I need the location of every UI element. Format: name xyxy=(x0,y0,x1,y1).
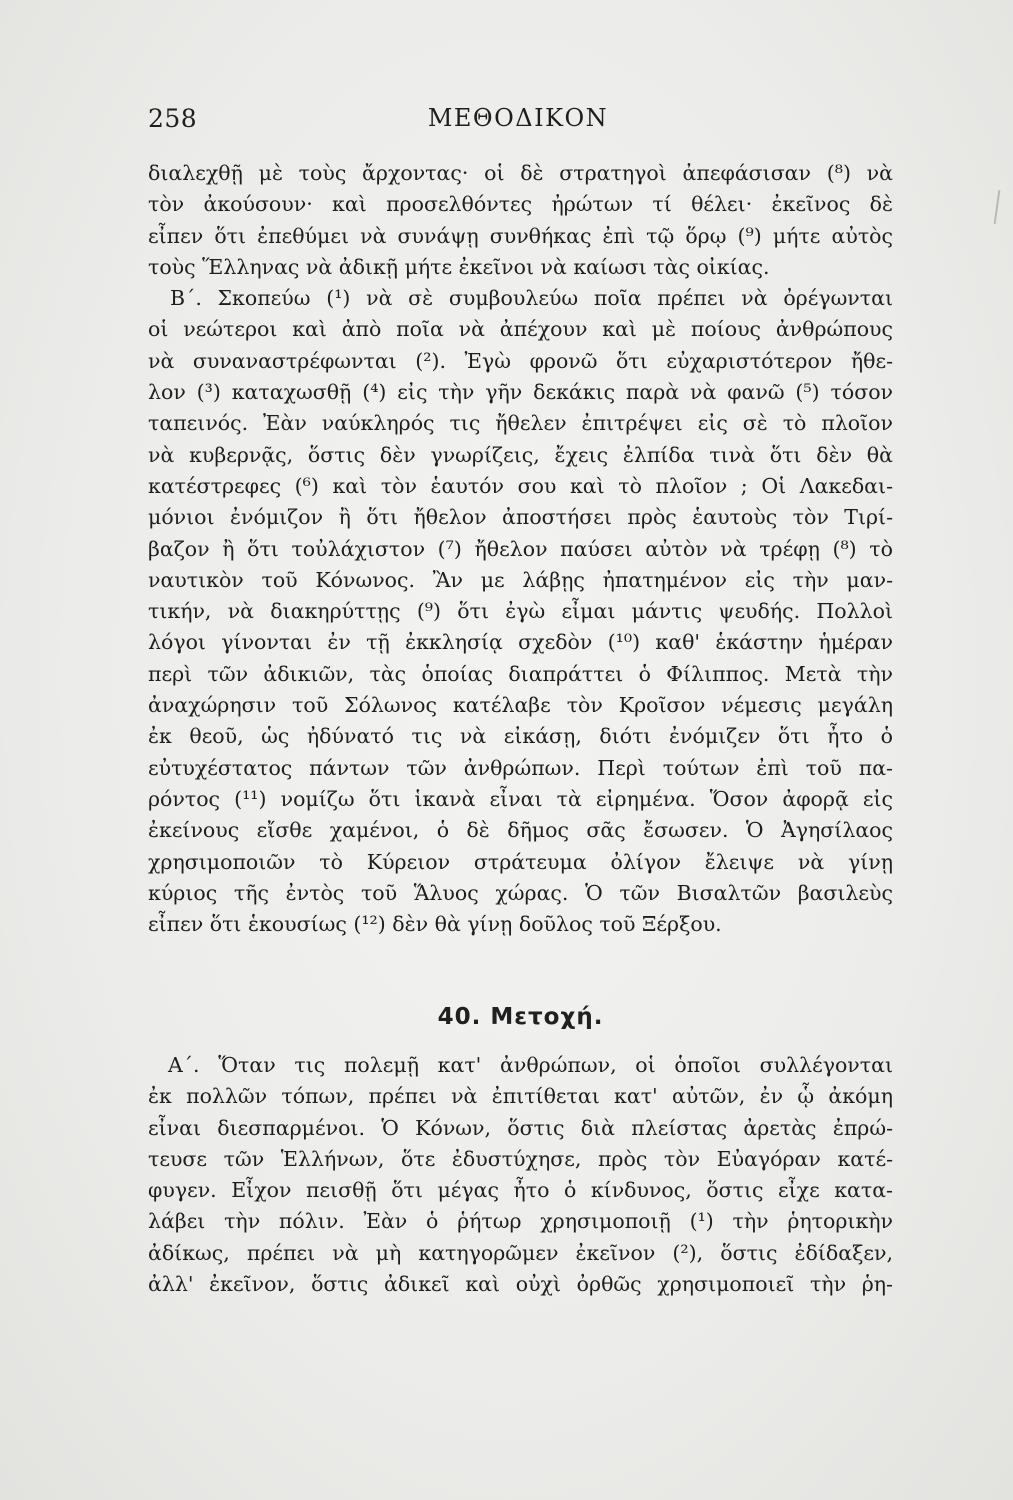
exercise-text-block xyxy=(148,1050,893,1300)
section-heading: 40. Μετοχή. xyxy=(437,1004,604,1030)
text-line: ἀδίκως, πρέπει νὰ μὴ κατηγορῶμεν ἐκεῖνον (²), ὅστις ἐδίδαξεν, xyxy=(148,1240,893,1265)
page-header xyxy=(148,100,888,140)
text-line: εὐτυχέστατος πάντων τῶν ἀνθρώπων. Περὶ τούτων ἐπὶ τοῦ πα- xyxy=(148,755,893,780)
text-line: τικήν, νὰ διακηρύττῃς (⁹) ὅτι ἐγὼ εἶμαι μάντις ψευδής. Πολλοὶ xyxy=(148,599,893,624)
text-line: εἶπεν ὅτι ἑκουσίως (¹²) δὲν θὰ γίνῃ δοῦλος τοῦ Ξέρξου. xyxy=(148,912,722,937)
text-line: λάβει τὴν πόλιν. Ἐὰν ὁ ῥήτωρ χρησιμοποιῇ (¹) τὴν ῥητορικὴν xyxy=(148,1209,893,1234)
text-line: βαζον ἢ ὅτι τοὐλάχιστον (⁷) ἤθελον παύσει αὐτὸν νὰ τρέφῃ (⁸) τὸ xyxy=(148,536,893,561)
text-line: ἀλλ' ἐκεῖνον, ὅστις ἀδικεῖ καὶ οὐχὶ ὀρθῶς χρησιμοποιεῖ τὴν ῥη- xyxy=(148,1272,893,1297)
text-line: μόνιοι ἐνόμιζον ἢ ὅτι ἤθελον ἀποστήσει πρὸς ἑαυτοὺς τὸν Τιρί- xyxy=(148,505,893,530)
exercise-text-block xyxy=(148,158,893,940)
text-line: λόγοι γίνονται ἐν τῇ ἐκκλησίᾳ σχεδὸν (¹⁰) καθ' ἑκάστην ἡμέραν xyxy=(148,630,893,655)
scan-artifact xyxy=(994,190,1001,224)
text-line: ταπεινός. Ἐὰν ναύκληρός τις ἤθελεν ἐπιτρέψει εἰς σὲ τὸ πλοῖον xyxy=(148,411,893,436)
text-line: ρόντος (¹¹) νομίζω ὅτι ἱκανὰ εἶναι τὰ εἰρημένα. Ὅσον ἀφορᾷ εἰς xyxy=(148,786,893,811)
text-line: περὶ τῶν ἀδικιῶν, τὰς ὁποίας διαπράττει ὁ Φίλιππος. Μετὰ τὴν xyxy=(148,661,893,686)
text-line: χρησιμοποιῶν τὸ Κύρειον στράτευμα ὀλίγον ἔλειψε νὰ γίνῃ xyxy=(148,849,893,874)
text-line: λον (³) καταχωσθῇ (⁴) εἰς τὴν γῆν δεκάκις παρὰ νὰ φανῶ (⁵) τόσον xyxy=(148,380,893,405)
text-line: κύριος τῆς ἐντὸς τοῦ Ἅλυος χώρας. Ὁ τῶν Βισαλτῶν βασιλεὺς xyxy=(148,880,893,905)
text-line: διαλεχθῇ μὲ τοὺς ἄρχοντας· οἱ δὲ στρατηγοὶ ἀπεφάσισαν (⁸) νὰ xyxy=(148,161,893,185)
running-title: ΜΕΘΟΔΙΚΟΝ xyxy=(427,104,609,132)
text-line: τοὺς Ἕλληνας νὰ ἀδικῇ μήτε ἐκεῖνοι νὰ καίωσι τὰς οἰκίας. xyxy=(148,254,770,279)
text-line: οἱ νεώτεροι καὶ ἀπὸ ποῖα νὰ ἀπέχουν καὶ μὲ ποίους ἀνθρώπους xyxy=(148,317,893,342)
text-line: ἐκ θεοῦ, ὡς ἠδύνατό τις νὰ εἰκάσῃ, διότι ἐνόμιζεν ὅτι ἦτο ὁ xyxy=(148,724,893,749)
text-line: νὰ συναναστρέφωνται (²). Ἐγὼ φρονῶ ὅτι εὐχαριστότερον ἤθε- xyxy=(148,348,893,373)
text-line: εἶναι διεσπαρμένοι. Ὁ Κόνων, ὅστις διὰ πλείστας ἀρετὰς ἐπρώ- xyxy=(148,1115,893,1140)
page-number: 258 xyxy=(148,104,198,133)
text-line: φυγεν. Εἶχον πεισθῇ ὅτι μέγας ἦτο ὁ κίνδυνος, ὅστις εἶχε κατα- xyxy=(148,1178,893,1203)
text-line: κατέστρεφες (⁶) καὶ τὸν ἑαυτόν σου καὶ τὸ πλοῖον ; Οἱ Λακεδαι- xyxy=(148,473,893,498)
text-line: ἐκ πολλῶν τόπων, πρέπει νὰ ἐπιτίθεται κατ' αὐτῶν, ἐν ᾧ ἀκόμη xyxy=(148,1084,893,1109)
text-line: ἀναχώρησιν τοῦ Σόλωνος κατέλαβε τὸν Κροῖσον νέμεσις μεγάλη xyxy=(148,693,893,718)
paragraph-start-line: Β΄. Σκοπεύω (¹) νὰ σὲ συμβουλεύω ποῖα πρέπει νὰ ὀρέγωνται xyxy=(170,286,893,311)
paragraph-start-line: Α΄. Ὅταν τις πολεμῇ κατ' ἀνθρώπων, οἱ ὁποῖοι συλλέγονται xyxy=(168,1053,893,1077)
text-line: ἐκείνους εἴσθε χαμένοι, ὁ δὲ δῆμος σᾶς ἔσωσεν. Ὁ Ἀγησίλαος xyxy=(148,818,893,843)
text-line: τευσε τῶν Ἑλλήνων, ὅτε ἐδυστύχησε, πρὸς τὸν Εὐαγόραν κατέ- xyxy=(148,1146,893,1171)
text-line: νὰ κυβερνᾷς, ὅστις δὲν γνωρίζεις, ἔχεις ἐλπίδα τινὰ ὅτι δὲν θὰ xyxy=(148,442,893,467)
text-line: τὸν ἀκούσουν· καὶ προσελθόντες ἠρώτων τί θέλει· ἐκεῖνος δὲ xyxy=(148,192,893,217)
text-line: ναυτικὸν τοῦ Κόνωνος. Ἂν με λάβῃς ἠπατημένον εἰς τὴν μαν- xyxy=(148,567,893,592)
text-line: εἶπεν ὅτι ἐπεθύμει νὰ συνάψῃ συνθήκας ἐπὶ τῷ ὅρῳ (⁹) μήτε αὐτὸς xyxy=(148,223,893,248)
